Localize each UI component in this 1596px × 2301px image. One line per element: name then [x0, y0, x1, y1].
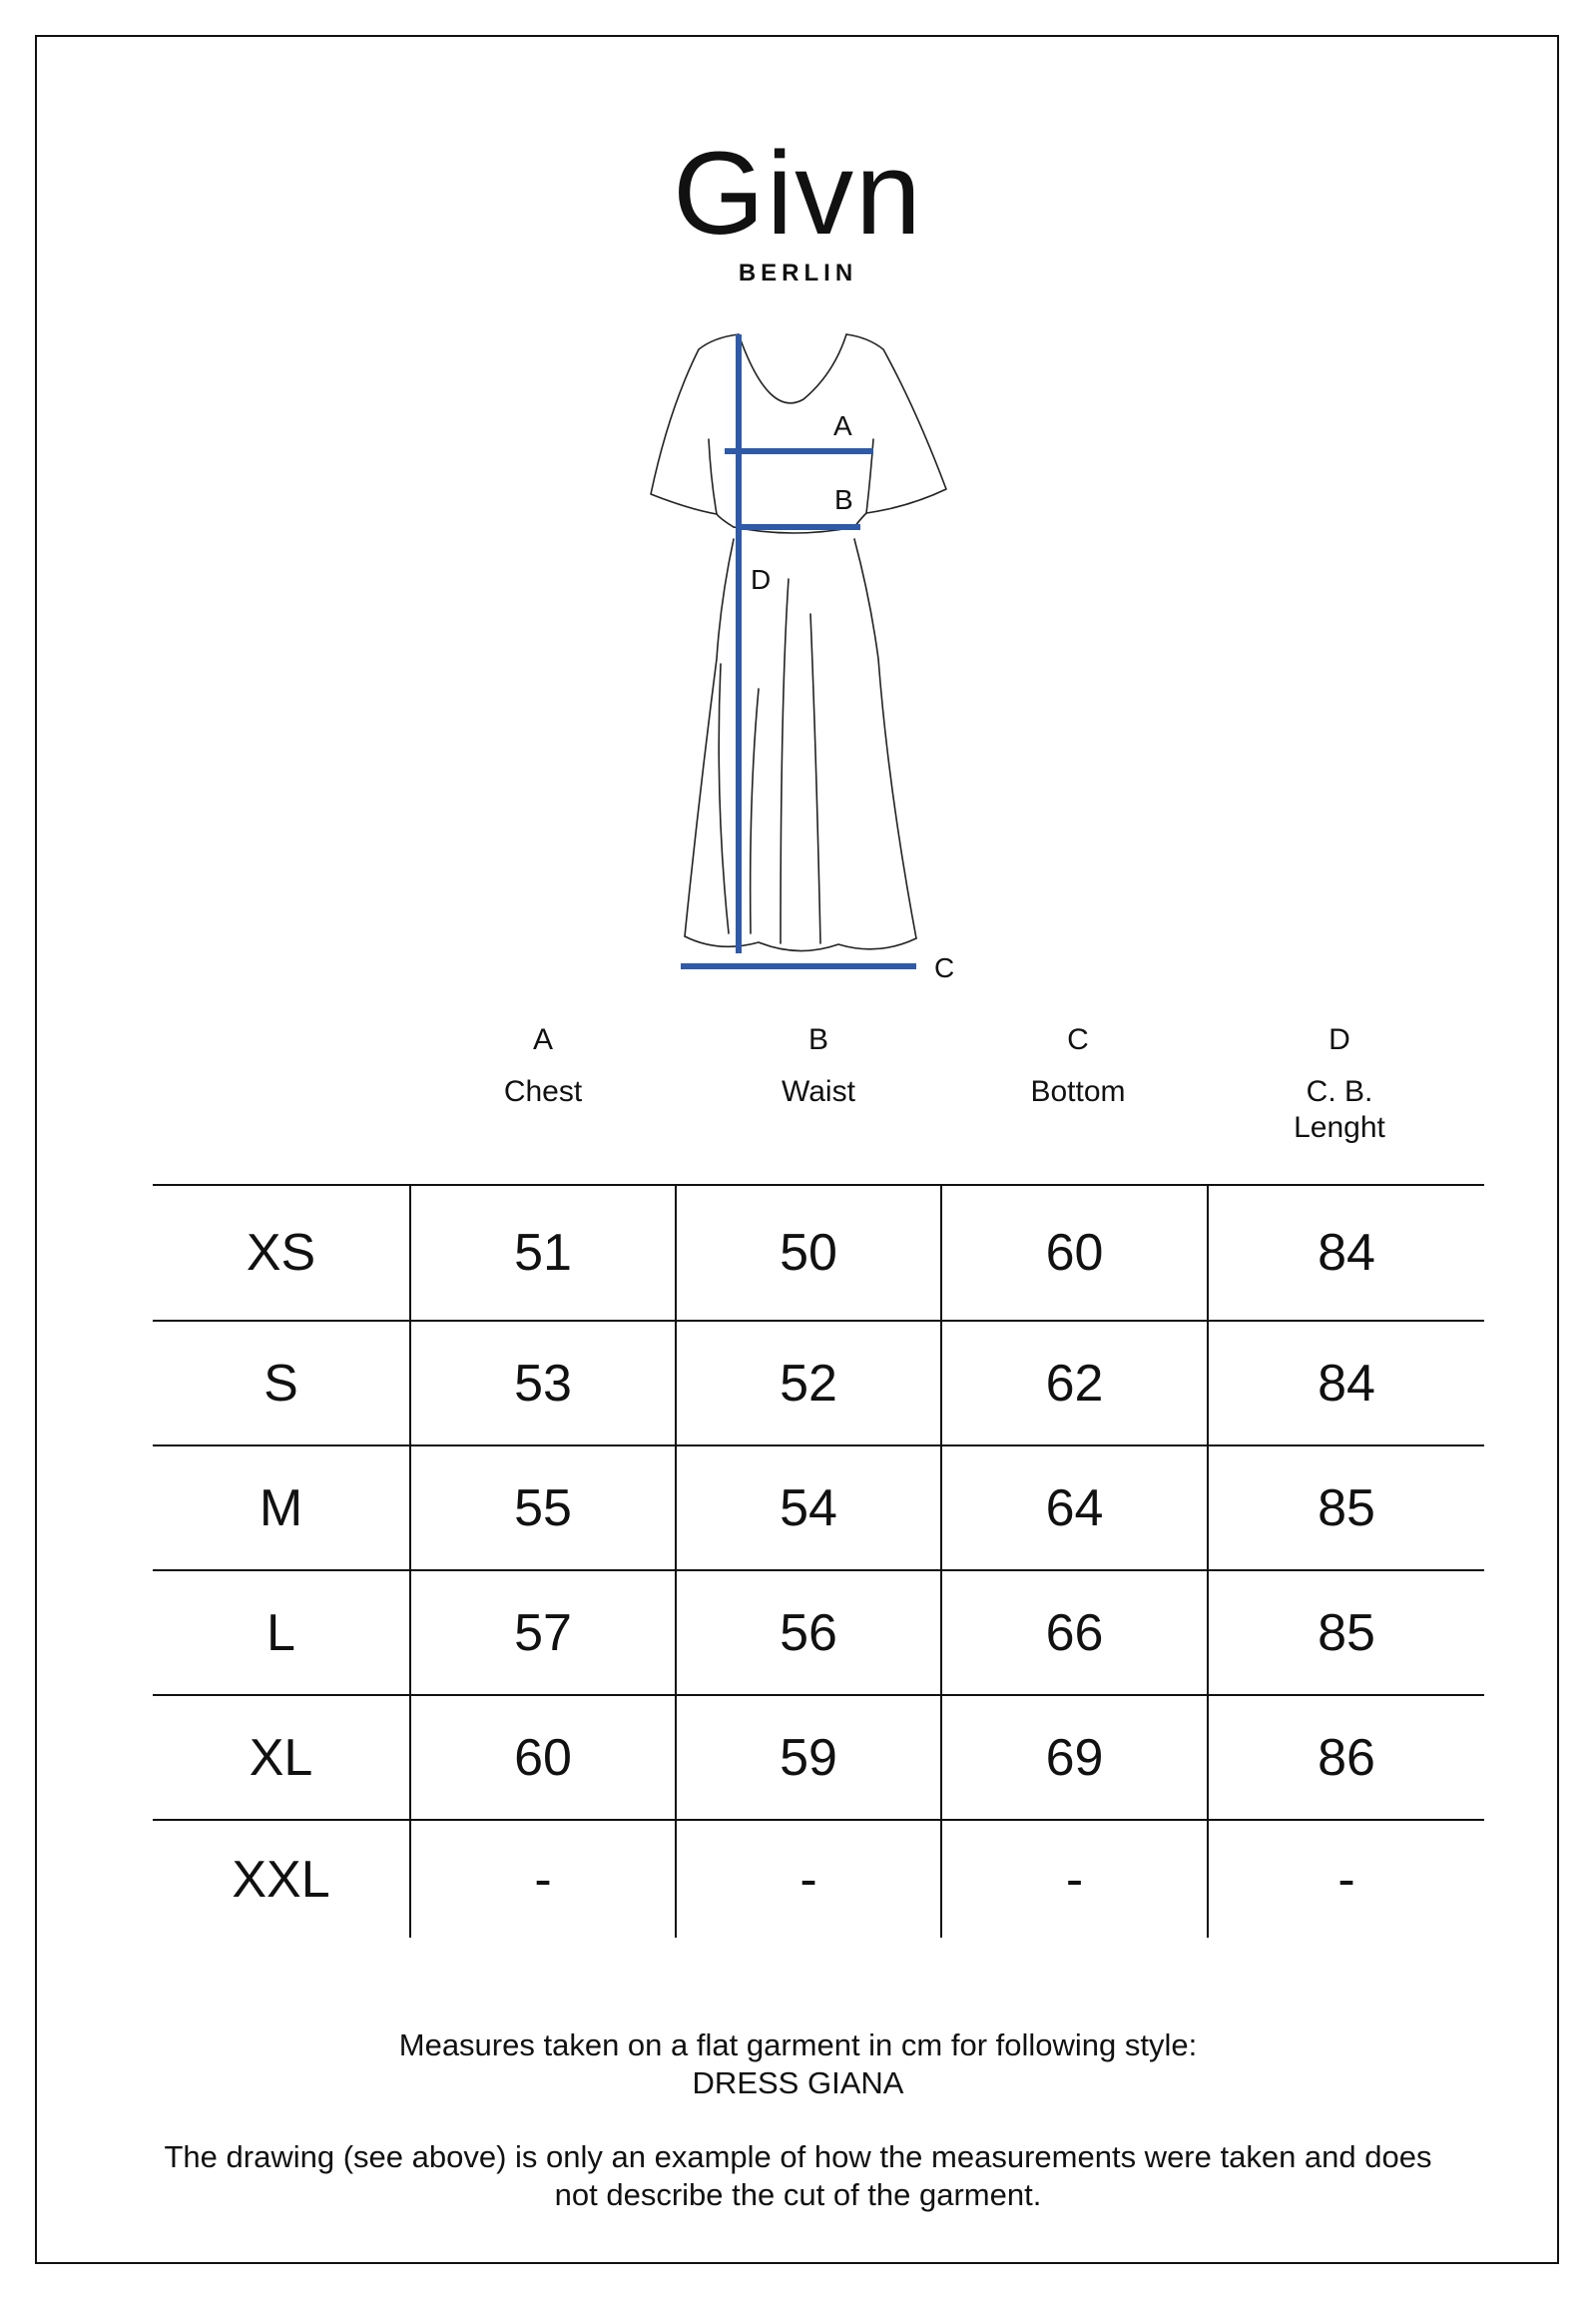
table-row	[153, 1820, 1484, 1938]
bottom-value: 64	[941, 1445, 1208, 1570]
table-row	[153, 1321, 1484, 1445]
waist-value: 52	[676, 1321, 941, 1445]
disclaimer-line-1: The drawing (see above) is only an example of how the measurements were taken and does	[164, 2139, 1432, 2174]
chest-value: 53	[410, 1321, 676, 1445]
column-name: Bottom	[1030, 1075, 1126, 1108]
column-header-bottom	[968, 1022, 1188, 1110]
column-name: C. B. Lenght	[1294, 1075, 1385, 1144]
dress-outline	[651, 334, 946, 951]
size-label: XXL	[153, 1820, 410, 1938]
chest-value: -	[410, 1820, 676, 1938]
diagram-label-b: B	[834, 484, 853, 515]
length-value: -	[1208, 1820, 1484, 1938]
size-label: L	[153, 1570, 410, 1695]
style-name: DRESS GIANA	[692, 2065, 904, 2100]
size-label: S	[153, 1321, 410, 1445]
column-letter: B	[807, 1023, 828, 1056]
waist-value: 54	[676, 1445, 941, 1570]
bottom-value: -	[941, 1820, 1208, 1938]
column-name: Waist	[782, 1075, 855, 1108]
measurement-lines	[681, 334, 916, 966]
bottom-value: 69	[941, 1695, 1208, 1820]
diagram-label-a: A	[833, 410, 852, 441]
chest-value: 57	[410, 1570, 676, 1695]
column-letter: A	[532, 1023, 553, 1056]
brand-city: BERLIN	[738, 260, 858, 287]
waist-value: 59	[676, 1695, 941, 1820]
length-value: 84	[1208, 1321, 1484, 1445]
table-row	[153, 1695, 1484, 1820]
disclaimer-note	[60, 2138, 1536, 2214]
waist-value: 56	[676, 1570, 941, 1695]
column-header-length	[1230, 1022, 1449, 1146]
length-value: 84	[1208, 1185, 1484, 1321]
bottom-value: 66	[941, 1570, 1208, 1695]
size-label: XL	[153, 1695, 410, 1820]
length-value: 85	[1208, 1570, 1484, 1695]
waist-value: 50	[676, 1185, 941, 1321]
diagram-label-d: D	[751, 564, 772, 595]
length-value: 85	[1208, 1445, 1484, 1570]
disclaimer-line-2: not describe the cut of the garment.	[554, 2177, 1042, 2212]
size-label: XS	[153, 1185, 410, 1321]
column-header-chest	[433, 1022, 653, 1110]
table-row	[153, 1445, 1484, 1570]
dress-measurement-drawing	[0, 0, 1596, 998]
column-header-waist	[709, 1022, 928, 1110]
chest-value: 55	[410, 1445, 676, 1570]
size-table	[153, 1184, 1484, 1938]
measure-note	[60, 2026, 1536, 2102]
waist-value: -	[676, 1820, 941, 1938]
column-name: Chest	[503, 1075, 583, 1108]
measure-line: Measures taken on a flat garment in cm for following style:	[398, 2027, 1198, 2062]
chest-value: 60	[410, 1695, 676, 1820]
chest-value: 51	[410, 1185, 676, 1321]
table-row	[153, 1185, 1484, 1321]
table-row	[153, 1570, 1484, 1695]
length-value: 86	[1208, 1695, 1484, 1820]
brand-logo: Givn	[673, 128, 923, 260]
column-letter: D	[1329, 1023, 1350, 1056]
column-letter: C	[1067, 1023, 1089, 1056]
diagram-label-c: C	[934, 952, 955, 983]
bottom-value: 62	[941, 1321, 1208, 1445]
bottom-value: 60	[941, 1185, 1208, 1321]
size-label: M	[153, 1445, 410, 1570]
